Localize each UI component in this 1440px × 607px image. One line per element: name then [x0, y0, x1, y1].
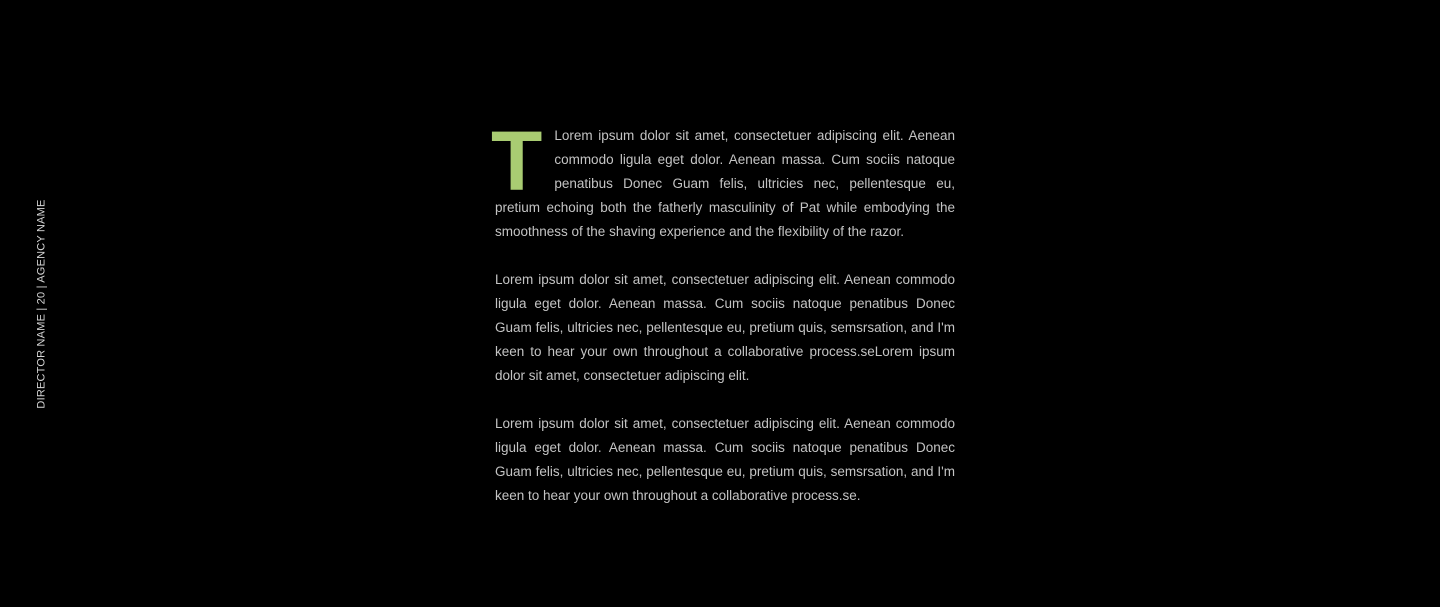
paragraph-1-text: Lorem ipsum dolor sit amet, consectetuer adipiscing elit. Aenean commodo ligula eget dolor. Aenean massa. Cum sociis natoque penatibus Donec Guam felis, ultricies nec, pellentesque eu, pretium echoing both the fatherly masculinity of Pat while embodying the smoothness of the shaving experience and the flexibility of the razor.: [495, 128, 955, 239]
paragraph-2: Lorem ipsum dolor sit amet, consectetuer adipiscing elit. Aenean commodo ligula eget dolor. Aenean massa. Cum sociis natoque penatibus Donec Guam felis, ultricies nec, pellentesque eu, pretium quis, semsrsation, and I'm keen to hear your own throughout a collaborative process.seLorem ipsum dolor sit amet, consectetuer adipiscing elit.: [495, 272, 955, 383]
paragraph-1: [491, 114, 955, 244]
credit-label: DIRECTOR NAME | 20 | AGENCY NAME: [36, 199, 48, 409]
drop-cap: T: [491, 114, 543, 208]
sidebar-credit: [29, 199, 55, 409]
paragraph-3: Lorem ipsum dolor sit amet, consectetuer adipiscing elit. Aenean commodo ligula eget dolor. Aenean massa. Cum sociis natoque penatibus Donec Guam felis, ultricies nec, pellentesque eu, pretium quis, semsrsation, and I'm keen to hear your own throughout a collaborative process.se.: [495, 416, 955, 503]
article-body: [491, 114, 955, 532]
